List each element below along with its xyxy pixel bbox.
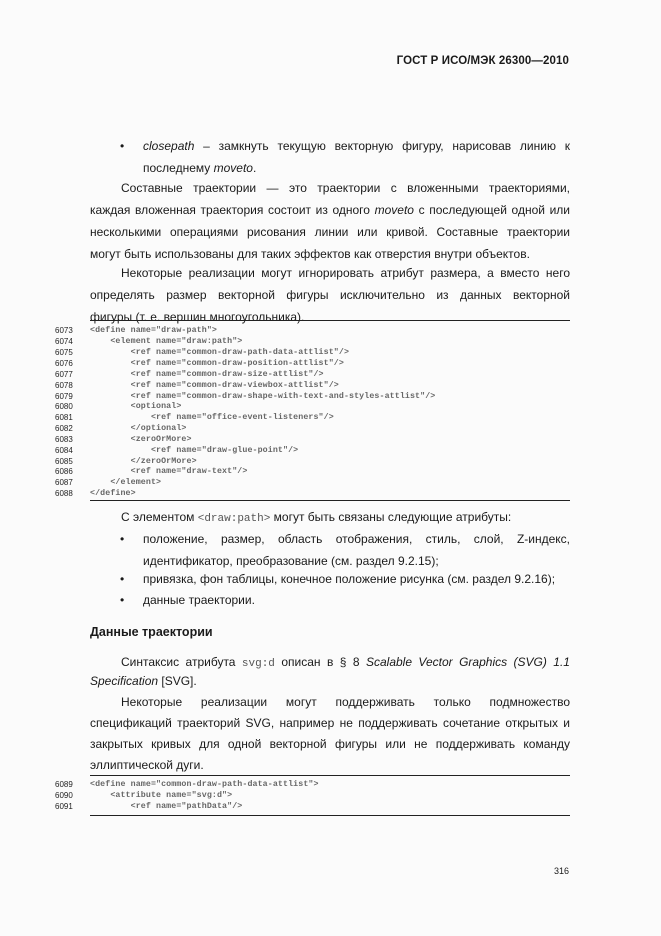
code-line [55,413,570,423]
subset-line4: эллиптической дуги. [90,758,204,772]
code-line [55,402,570,412]
code-line [55,370,570,380]
attr-bullet-1-line1: положение, размер, область отображения, стиль, слой, Z-индекс, [143,532,570,546]
code-line [55,348,570,358]
line-number: 6082 [55,424,73,433]
compound-paths-line1: Составные траектории — это траектории с вложенными траекториями, [121,181,570,195]
code-line [55,381,570,391]
line-number: 6074 [55,337,73,346]
compound-paths-line2: каждая вложенная траектория состоит из одного moveto с последующей одной или [90,203,570,217]
attributes-intro: С элементом <draw:path> могут быть связаны следующие атрибуты: [121,510,512,525]
line-number: 6087 [55,478,73,487]
code-line [55,457,570,467]
section-heading: Данные траектории [90,625,213,639]
code-rule-bottom [90,500,570,501]
line-number: 6084 [55,446,73,455]
closepath-term: closepath [143,139,195,153]
code-line [55,478,570,488]
code-text: <ref name="common-draw-shape-with-text-and-styles-attlist"/> [90,392,436,401]
code-line [55,359,570,369]
page-header: ГОСТ Р ИСО/МЭК 26300—2010 [396,55,569,67]
line-number: 6083 [55,435,73,444]
line-number: 6075 [55,348,73,357]
line-number: 6076 [55,359,73,368]
code-line [55,489,570,499]
code-line [55,392,570,402]
code-text: <ref name="pathData"/> [90,802,243,811]
attr-bullet-3: данные траектории. [143,593,255,607]
line-number: 6089 [55,780,73,789]
compound-paths-line3: несколькими операциями рисования линии или кривой. Составные траектории [90,225,570,239]
subset-line3: закрытых кривых для одной векторной фигуры или не поддерживать команду [90,737,570,751]
code-text: </optional> [90,424,187,433]
code-rule-top [90,775,570,776]
code-text: <ref name="common-draw-viewbox-attlist"/> [90,381,339,390]
line-number: 6080 [55,402,73,411]
code-line [55,780,570,790]
code-text: <ref name="common-draw-path-data-attlist"/> [90,348,350,357]
code-text: <ref name="draw-glue-point"/> [90,446,299,455]
code-text: <define name="common-draw-path-data-attlist"> [90,780,319,789]
code-text: <define name="draw-path"> [90,326,217,335]
line-number: 6081 [55,413,73,422]
code-text: </element> [90,478,162,487]
size-attr-line3: фигуры (т. е. вершин многоугольника). [90,310,305,324]
code-line [55,435,570,445]
bullet-marker: • [120,532,125,546]
line-number: 6085 [55,457,73,466]
line-number: 6086 [55,467,73,476]
code-text: </zeroOrMore> [90,457,197,466]
code-text: <element name="draw:path"> [90,337,243,346]
code-text: <ref name="common-draw-position-attlist"/> [90,359,344,368]
code-text: <ref name="draw-text"/> [90,467,248,476]
closepath-bullet-line2: последнему moveto. [143,161,257,175]
svg-d-line1: Синтаксис атрибута svg:d описан в § 8 Scalable Vector Graphics (SVG) 1.1 [121,655,570,670]
line-number: 6079 [55,392,73,401]
line-number: 6073 [55,326,73,335]
code-text: <optional> [90,402,182,411]
code-line [55,424,570,434]
line-number: 6078 [55,381,73,390]
size-attr-line1: Некоторые реализации могут игнорировать атрибут размера, а вместо него [121,266,570,280]
code-line [55,446,570,456]
code-line [55,802,570,812]
bullet-marker: • [120,593,125,607]
attr-bullet-2: привязка, фон таблицы, конечное положение рисунка (см. раздел 9.2.16); [143,572,556,586]
closepath-bullet-line1: closepath – замкнуть текущую векторную фигуру, нарисовав линию к [143,139,570,153]
code-rule-top [90,320,570,321]
line-number: 6091 [55,802,73,811]
compound-paths-line4: могут быть использованы для таких эффектов как отверстия внутри объектов. [90,247,530,261]
size-attr-line2: определять размер векторной фигуры исключительно из данных векторной [90,288,570,302]
code-text: <attribute name="svg:d"> [90,791,233,800]
code-line [55,467,570,477]
code-line [55,326,570,336]
page-number: 316 [553,866,569,876]
code-line [55,337,570,347]
subset-line1: Некоторые реализации могут поддерживать только подмножество [121,695,570,709]
bullet-marker: • [120,572,125,586]
line-number: 6088 [55,489,73,498]
line-number: 6077 [55,370,73,379]
code-rule-bottom [90,815,570,816]
attr-bullet-1-line2: идентификатор, преобразование (см. раздел 9.2.15); [143,554,439,568]
subset-line2: спецификаций траекторий SVG, например не поддерживать сочетание открытых и [90,716,570,730]
code-line [55,791,570,801]
line-number: 6090 [55,791,73,800]
code-text: <zeroOrMore> [90,435,192,444]
code-text: </define> [90,489,136,498]
bullet-marker: • [120,139,125,153]
svg-d-line2: Specification [SVG]. [90,674,197,688]
code-text: <ref name="common-draw-size-attlist"/> [90,370,324,379]
code-text: <ref name="office-event-listeners"/> [90,413,334,422]
